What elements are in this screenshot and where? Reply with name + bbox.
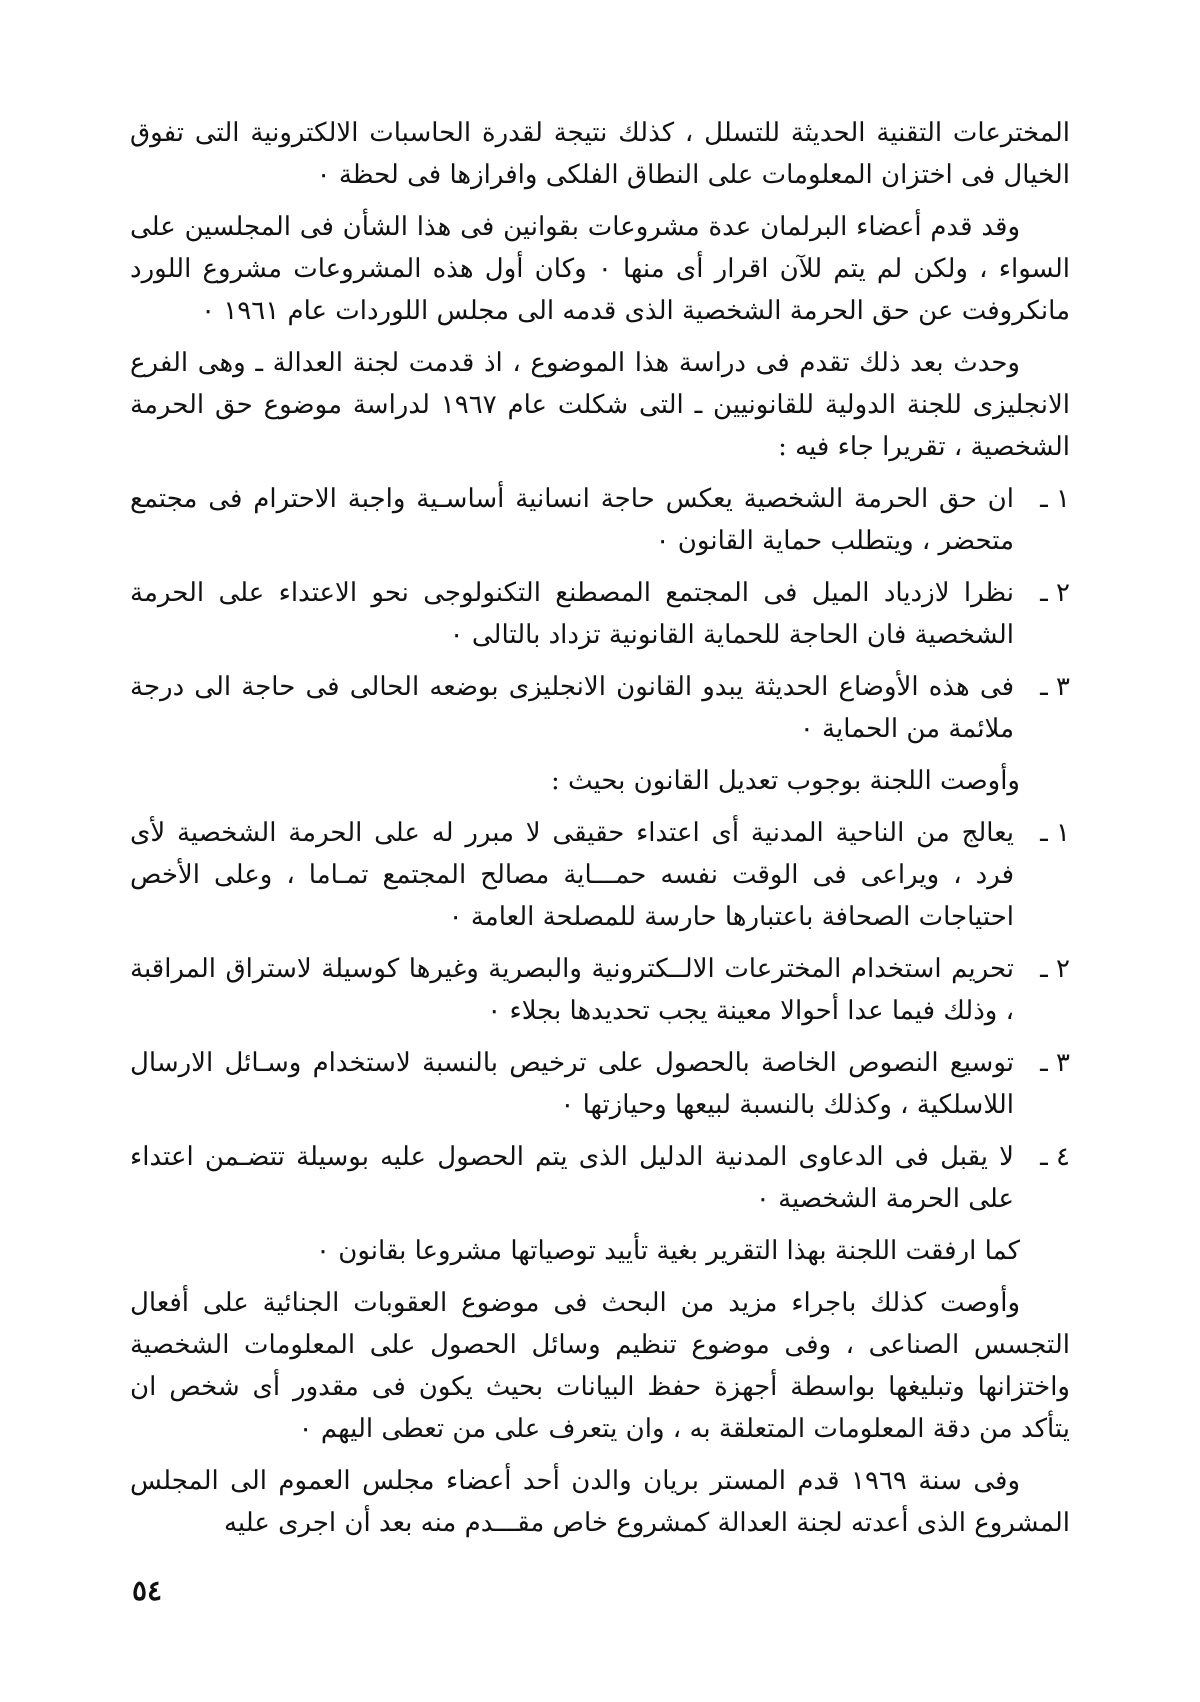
item-text: تحريم استخدام المخترعات الالــكترونية والبصرية وغيرها كوسيلة لاستراق المراقبة ، وذلك فيما عدا أحوالا معينة يجب تحديدها بجلاء ٠ <box>130 954 1014 1026</box>
page-number: ٥٤ <box>132 1574 163 1607</box>
list-item <box>130 948 1070 1032</box>
item-text: نظرا لازدياد الميل فى المجتمع المصطنع التكنولوجى نحو الاعتداء على الحرمة الشخصية فان الحاجة للحماية القانونية تزداد بالتالى ٠ <box>130 578 1014 650</box>
item-number: ٣ ـ <box>1040 672 1070 702</box>
paragraph: المخترعات التقنية الحديثة للتسلل ، كذلك نتيجة لقدرة الحاسبات الالكترونية التى تفوق الخيال فى اختزان المعلومات على النطاق الفلكى وافرازها فى لحظة ٠ <box>130 118 1070 190</box>
paragraph: كما ارفقت اللجنة بهذا التقرير بغية تأييد توصياتها مشروعا بقانون ٠ <box>316 1236 1020 1266</box>
paragraph: وأوصت كذلك باجراء مزيد من البحث فى موضوع العقوبات الجنائية على أفعال التجسس الصناعى ، وفى موضوع تنظيم وسائل الحصول على المعلومات الشخصية واختزانها وتبليغها بواسطة أجهزة حفظ البيانات بحيث يكون فى مقدور أى شخص ان يتأكد من دقة المعلومات المتعلقة به ، وان يتعرف على من تعطى اليهم ٠ <box>130 1288 1070 1444</box>
item-text: لا يقبل فى الدعاوى المدنية الدليل الذى يتم الحصول عليه بوسيلة تتضـمن اعتداء على الحرمة الشخصية ٠ <box>130 1142 1014 1214</box>
paragraph: وأوصت اللجنة بوجوب تعديل القانون بحيث : <box>551 766 1020 796</box>
list-item <box>130 478 1070 562</box>
list-item <box>130 1136 1070 1220</box>
item-number: ١ ـ <box>1040 818 1070 848</box>
list-item <box>130 666 1070 750</box>
list-item <box>130 572 1070 656</box>
list-item <box>130 812 1070 938</box>
paragraph: وحدث بعد ذلك تقدم فى دراسة هذا الموضوع ، اذ قدمت لجنة العدالة ـ وهى الفرع الانجليزى للجنة الدولية للقانونيين ـ التى شكلت عام ١٩٦٧ لدراسة موضوع حق الحرمة الشخصية ، تقريرا جاء فيه : <box>130 348 1070 462</box>
body-text <box>130 112 1070 1554</box>
item-number: ٣ ـ <box>1040 1048 1070 1078</box>
item-text: يعالج من الناحية المدنية أى اعتداء حقيقى لا مبرر له على الحرمة الشخصية لأى فرد ، ويراعى فى الوقت نفسه حمـــاية مصالح المجتمع تمـاما ، وعلى الأخص احتياجات الصحافة باعتبارها حارسة للمصلحة العامة ٠ <box>130 818 1014 932</box>
item-number: ١ ـ <box>1040 484 1070 514</box>
item-number: ٢ ـ <box>1040 954 1070 984</box>
item-text: فى هذه الأوضاع الحديثة يبدو القانون الانجليزى بوضعه الحالى فى حاجة الى درجة ملائمة من الحماية ٠ <box>130 672 1014 744</box>
list-item <box>130 1042 1070 1126</box>
paragraph: وقد قدم أعضاء البرلمان عدة مشروعات بقوانين فى هذا الشأن فى المجلسين على السواء ، ولكن لم يتم للآن اقرار أى منها ٠ وكان أول هذه المشروعات مشروع اللورد مانكروفت عن حق الحرمة الشخصية الذى قدمه الى مجلس اللوردات عام ١٩٦١ ٠ <box>130 212 1070 326</box>
paragraph: وفى سنة ١٩٦٩ قدم المستر بريان والدن أحد أعضاء مجلس العموم الى المجلس المشروع الذى أعدته لجنة العدالة كمشروع خاص مقـــدم منه بعد أن اجرى عليه <box>130 1466 1070 1538</box>
item-text: ان حق الحرمة الشخصية يعكس حاجة انسانية أساسـية واجبة الاحترام فى مجتمع متحضر ، ويتطلب حماية القانون ٠ <box>130 484 1014 556</box>
item-number: ٤ ـ <box>1040 1142 1070 1172</box>
recommendations-list <box>130 812 1070 1220</box>
findings-list <box>130 478 1070 750</box>
item-text: توسيع النصوص الخاصة بالحصول على ترخيص بالنسبة لاستخدام وسـائل الارسال اللاسلكية ، وكذلك بالنسبة لبيعها وحيازتها ٠ <box>130 1048 1014 1120</box>
item-number: ٢ ـ <box>1040 578 1070 608</box>
